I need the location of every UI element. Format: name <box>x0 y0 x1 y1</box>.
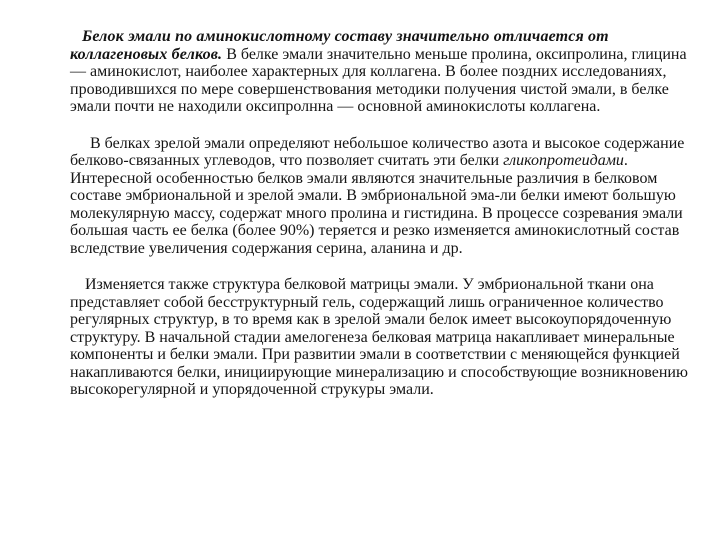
paragraph-lead-sentence: Белок эмали по аминокислотному составу значительно отличается от коллагеновых белков. <box>70 28 609 63</box>
paragraph-text: Изменяется также структура белковой матрицы эмали. У эмбриональной ткани она представляет собой бесструктурный гель, содержащий лишь ограниченное количество регулярных структур, в то время как в зрелой эмали белок имеет высокоупорядоченную структуру. В начальной стадии амелогенеза белковая матрица накапливает минеральные компоненты и белки эмали. При развитии эмали в соответствии с меняющейся функцией накапливаются белки, инициирующие минерализацию и способствующие возникновению высокорегулярной и упорядоченной струкуры эмали. <box>70 276 688 398</box>
glycoprotein-term: гликопротеидами <box>503 152 624 169</box>
paragraph-text-before: В белках зрелой эмали определяют небольшое количество азота и высокое содержание белково-связанных углеводов, что позволяет считать эти белки <box>70 134 685 169</box>
paragraph-protein-matrix-structure <box>70 276 706 399</box>
document-body <box>70 28 706 418</box>
paragraph-mature-enamel-proteins <box>70 135 706 258</box>
paragraph-text: В белке эмали значительно меньше пролина, оксипролина, глицина — аминокислот, наиболее характерных для коллагена. В более поздних исследованиях, проводившихся по мере совершенствования методики получения чистой эмали, в белке эмали почти не находили оксипролнна — основной аминокислоты коллагена. <box>70 45 687 115</box>
paragraph-text-after: . Интересной особенностью белков эмали являются значительные различия в белковом составе эмбриональной и зрелой эмали. В эмбриональной эма-ли белки имеют большую молекулярную массу, содержат много пролина и гистидина. В процессе созревания эмали большая часть ее белка (более 90%) теряется и резко изменяется аминокислотный состав вследствие увеличения содержания серина, аланина и др. <box>70 152 683 257</box>
paragraph-amino-acid-composition <box>70 28 706 116</box>
